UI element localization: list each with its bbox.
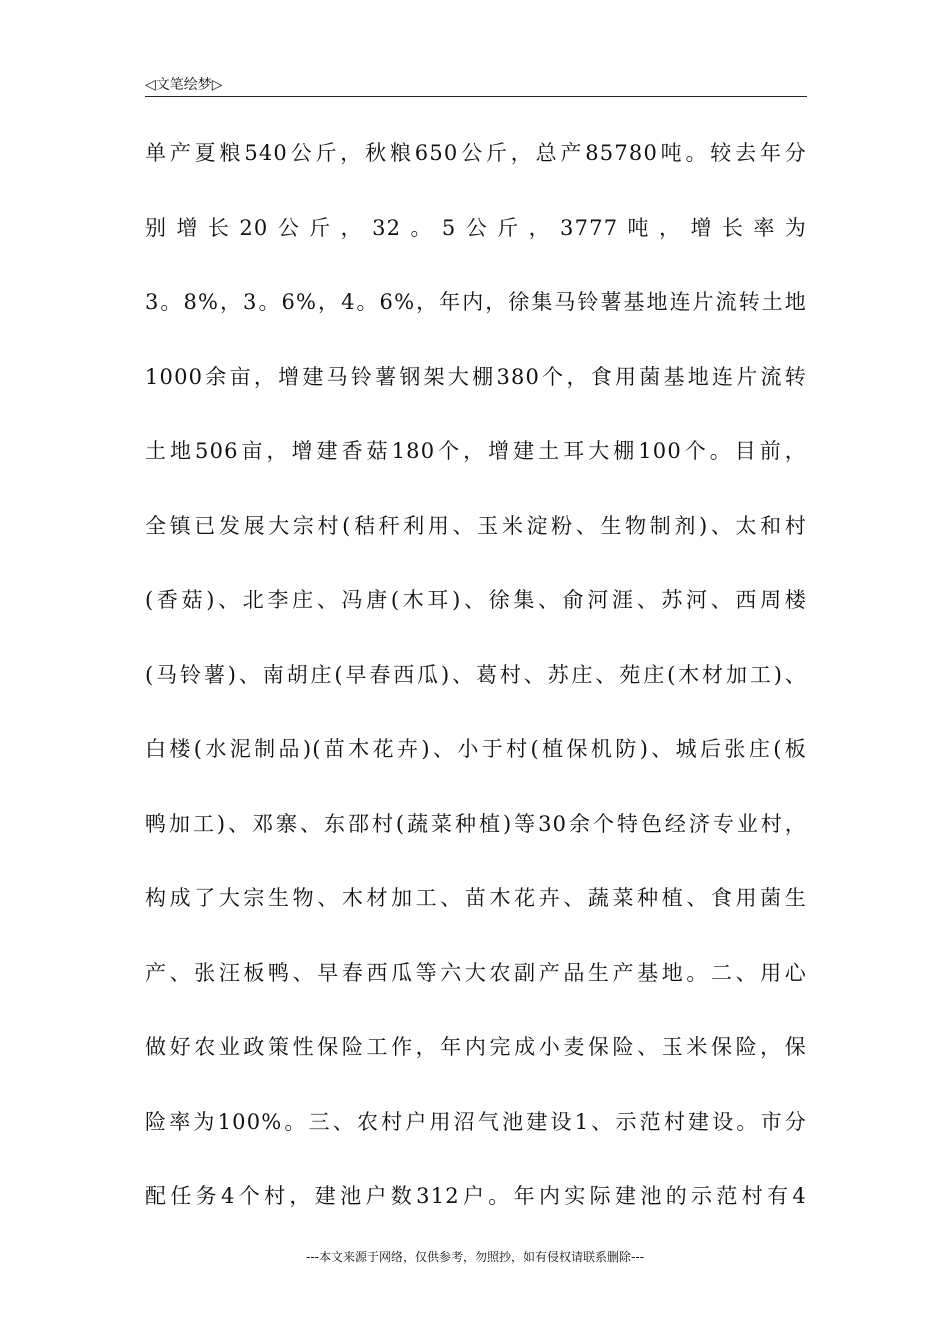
body-line: 3。8%，3。6%，4。6%，年内，徐集马铃薯基地连片流转土地 [145,290,807,314]
body-line: 别增长20公斤，32。5公斤，3777吨，增长率为 [145,215,807,240]
document-body [145,128,807,1246]
body-line: 配任务4个村，建池户数312户。年内实际建池的示范村有4 [145,1184,807,1208]
body-line: (马铃薯)、南胡庄(早春西瓜)、葛村、苏庄、苑庄(木材加工)、 [145,662,807,687]
header-divider [145,96,807,97]
body-line: 单产夏粮540公斤，秋粮650公斤，总产85780吨。较去年分 [145,141,807,165]
body-line: 险率为100%。三、农村户用沼气池建设1、示范村建设。市分 [145,1109,807,1134]
body-line: 1000余亩，增建马铃薯钢架大棚380个，食用菌基地连片流转 [145,364,807,389]
body-line: 做好农业政策性保险工作，年内完成小麦保险、玉米保险，保 [145,1035,807,1059]
footer-notice: ---本文来源于网络，仅供参考，勿照抄，如有侵权请联系删除--- [306,1250,644,1264]
body-line: 鸭加工)、邓寨、东邵村(蔬菜种植)等30余个特色经济专业村， [145,811,807,836]
document-header: ◁文笔绘梦▷ [145,77,223,93]
body-line: 土地506亩，增建香菇180个，增建土耳大棚100个。目前， [145,439,807,463]
body-line: (香菇)、北李庄、冯唐(木耳)、徐集、俞河涯、苏河、西周楼 [145,588,807,612]
body-line: 全镇已发展大宗村(秸秆利用、玉米淀粉、生物制剂)、太和村 [145,513,807,538]
body-line: 构成了大宗生物、木材加工、苗木花卉、蔬菜种植、食用菌生 [145,886,807,910]
body-line: 产、张汪板鸭、早春西瓜等六大农副产品生产基地。二、用心 [145,960,807,985]
body-line: 白楼(水泥制品)(苗木花卉)、小于村(植保机防)、城后张庄(板 [145,737,807,761]
